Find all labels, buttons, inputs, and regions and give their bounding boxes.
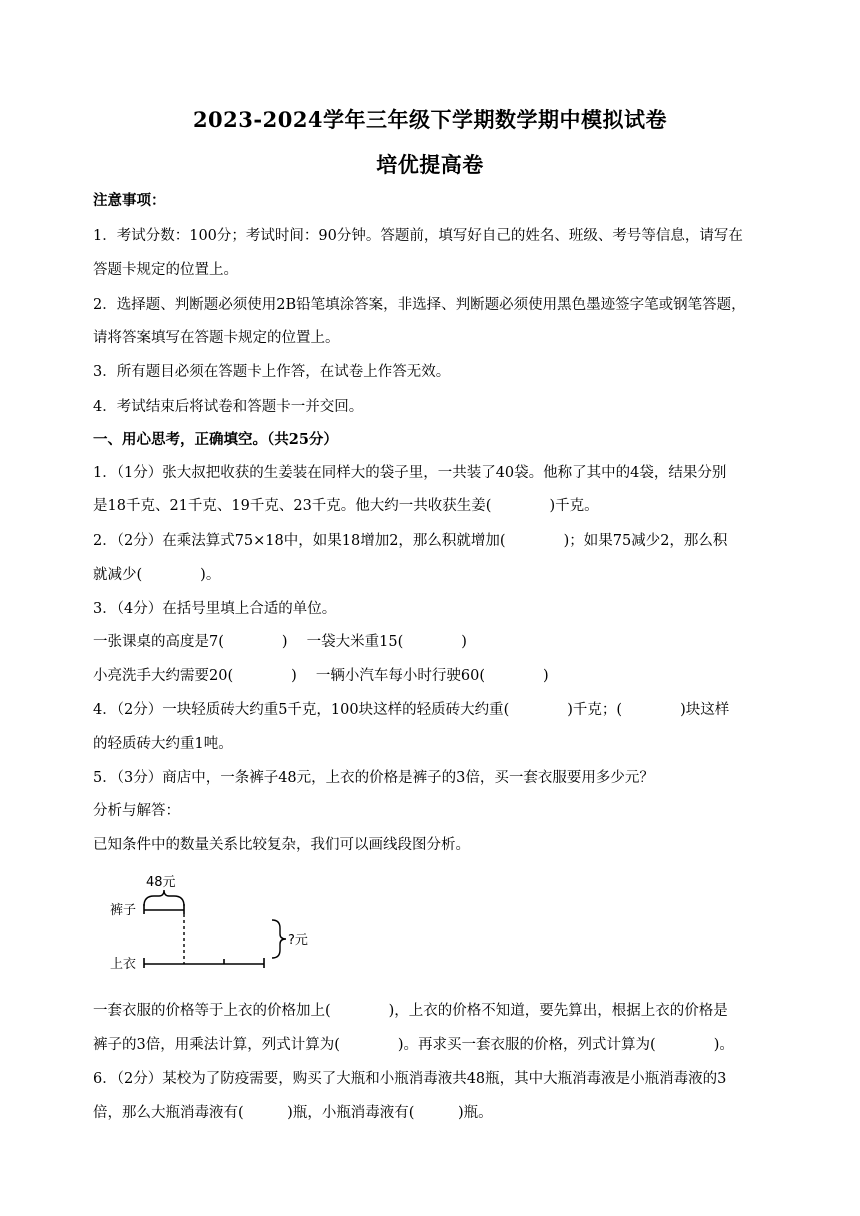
q6-line-1: 6．（2分）某校为了防疫需要，购买了大瓶和小瓶消毒液共48瓶，其中大瓶消毒液是小瓶消毒液的3 (93, 1071, 727, 1087)
q5-line-1: 5．（3分）商店中，一条裤子48元，上衣的价格是裤子的3倍，买一套衣服要用多少元？ (93, 770, 654, 786)
diagram-row1-label: 裤子 (110, 903, 137, 918)
q6-line-2: 倍，那么大瓶消毒液有( )瓶，小瓶消毒液有( )瓶。 (93, 1105, 493, 1121)
q4-line-1: 4．（2分）一块轻质砖大约重5千克，100块这样的轻质砖大约重( )千克；( )块这样 (93, 702, 730, 718)
diagram-brace (144, 890, 184, 906)
q2-line-2: 就减少( )。 (93, 567, 221, 583)
q5-analysis-label: 分析与解答： (93, 803, 180, 819)
q3-line-1: 3．（4分）在括号里填上合适的单位。 (93, 601, 337, 617)
notice-item-2-line-1: 2．选择题、判断题必须使用2B铅笔填涂答案，非选择、判断题必须使用黑色墨迹签字笔或钢笔答题， (93, 297, 746, 313)
q2-line-1: 2．（2分）在乘法算式75×18中，如果18增加2，那么积就增加( )；如果75减少2，那么积 (93, 533, 728, 549)
notice-item-3: 3．所有题目必须在答题卡上作答，在试卷上作答无效。 (93, 364, 451, 380)
q1-line-2: 是18千克、21千克、19千克、23千克。他大约一共收获生姜( )千克。 (93, 498, 599, 514)
q3-line-3: 小亮洗手大约需要20( ) 一辆小汽车每小时行驶60( ) (93, 668, 549, 684)
line-segment-diagram (100, 872, 330, 977)
q4-line-2: 的轻质砖大约重1吨。 (93, 736, 233, 752)
diagram-total-label: ?元 (288, 933, 308, 948)
section-1-heading: 一、用心思考，正确填空。（共25分） (93, 431, 338, 448)
diagram-total-brace (272, 920, 286, 958)
q5-analysis-text: 已知条件中的数量关系比较复杂，我们可以画线段图分析。 (93, 837, 470, 853)
notice-item-1-line-2: 答题卡规定的位置上。 (93, 262, 238, 278)
notice-heading: 注意事项： (93, 192, 166, 209)
q3-line-2: 一张课桌的高度是7( ) 一袋大米重15( ) (93, 634, 467, 650)
notice-item-1-line-1: 1．考试分数：100分；考试时间：90分钟。答题前，填写好自己的姓名、班级、考号等信息，请写在 (93, 228, 743, 244)
q1-line-1: 1．（1分）张大叔把收获的生姜装在同样大的袋子里，一共装了40袋。他称了其中的4袋，结果分别 (93, 465, 727, 481)
diagram-top-label: 48元 (146, 875, 176, 890)
page-subtitle: 培优提高卷 (376, 152, 484, 177)
q5-line-3: 裤子的3倍，用乘法计算，列式计算为( )。再求买一套衣服的价格，列式计算为( )。 (93, 1037, 734, 1053)
notice-item-2-line-2: 请将答案填写在答题卡规定的位置上。 (93, 330, 340, 346)
page-title: 2023-2024学年三年级下学期数学期中模拟试卷 (192, 107, 668, 132)
diagram-row2-label: 上衣 (110, 957, 137, 972)
q5-line-2: 一套衣服的价格等于上衣的价格加上( )，上衣的价格不知道，要先算出，根据上衣的价格是 (93, 1003, 728, 1019)
notice-item-4: 4．考试结束后将试卷和答题卡一并交回。 (93, 399, 364, 415)
